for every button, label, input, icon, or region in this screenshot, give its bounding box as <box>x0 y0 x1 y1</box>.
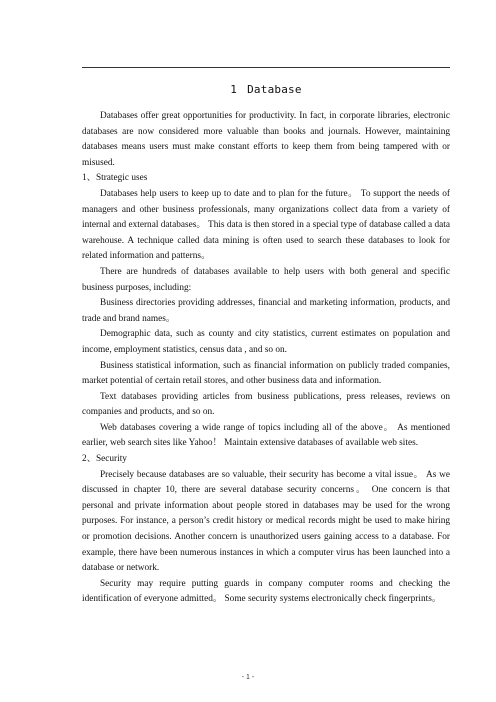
paragraph: Web databases covering a wide range of topics including all of the above。 As mentioned earlier, web search sites like Yahoo！ Maintain extensive databases of available web sites. <box>82 422 450 449</box>
chapter-number: 1 <box>230 83 238 96</box>
page-number: - 1 - <box>241 674 255 681</box>
chapter-title: Database <box>247 83 302 96</box>
paragraph: Business directories providing addresses, financial and marketing information, products, and trade and brand names。 <box>82 298 450 324</box>
paragraph: Text databases providing articles from business publications, press releases, reviews on companies and products, and so on. <box>82 391 450 418</box>
paragraph: Security may require putting guards in company computer rooms and checking the identification of everyone admitted。 Some security systems electronically check fingerprints。 <box>82 578 450 605</box>
body-text <box>82 109 450 608</box>
header-rule <box>82 67 450 68</box>
paragraph: Business statistical information, such as financial information on publicly traded companies, market potential of certain retail stores, and other business data and information. <box>82 360 450 387</box>
paragraph: Precisely because databases are so valuable, their security has become a vital issue。 As we discussed in chapter 10, there are several database security concerns。 One concern is that personal and private information about people stored in databases may be used for the wrong purposes. For instance, a person’s credit history or medical records might be used to make hiring or promotion decisions. Another concern is unauthorized users gaining access to a database. For example, there have been numerous instances in which a computer virus has been launched into a database or network. <box>82 469 450 574</box>
paragraph: Demographic data, such as county and city statistics, current estimates on population and income, employment statistics, census data , and so on. <box>82 329 450 355</box>
section-heading: 1、Strategic uses <box>82 173 148 184</box>
paragraph: Databases help users to keep up to date and to plan for the future。 To support the needs of managers and other business professionals, many organizations collect data from a variety of internal and external databases。 This data is then stored in a special type of database called a data warehouse. A technique called data mining is often used to search these databases to look for related information and patterns。 <box>82 188 450 262</box>
page-title <box>82 83 450 96</box>
paragraph: Databases offer great opportunities for productivity. In fact, in corporate libraries, electronic databases are now considered more valuable than books and journals. However, maintaining databases means users must make constant efforts to keep them from being tampered with or misused. <box>82 111 450 168</box>
paragraph: There are hundreds of databases available to help users with both general and specific business purposes, including: <box>82 266 450 293</box>
section-heading: 2、Security <box>82 454 127 465</box>
